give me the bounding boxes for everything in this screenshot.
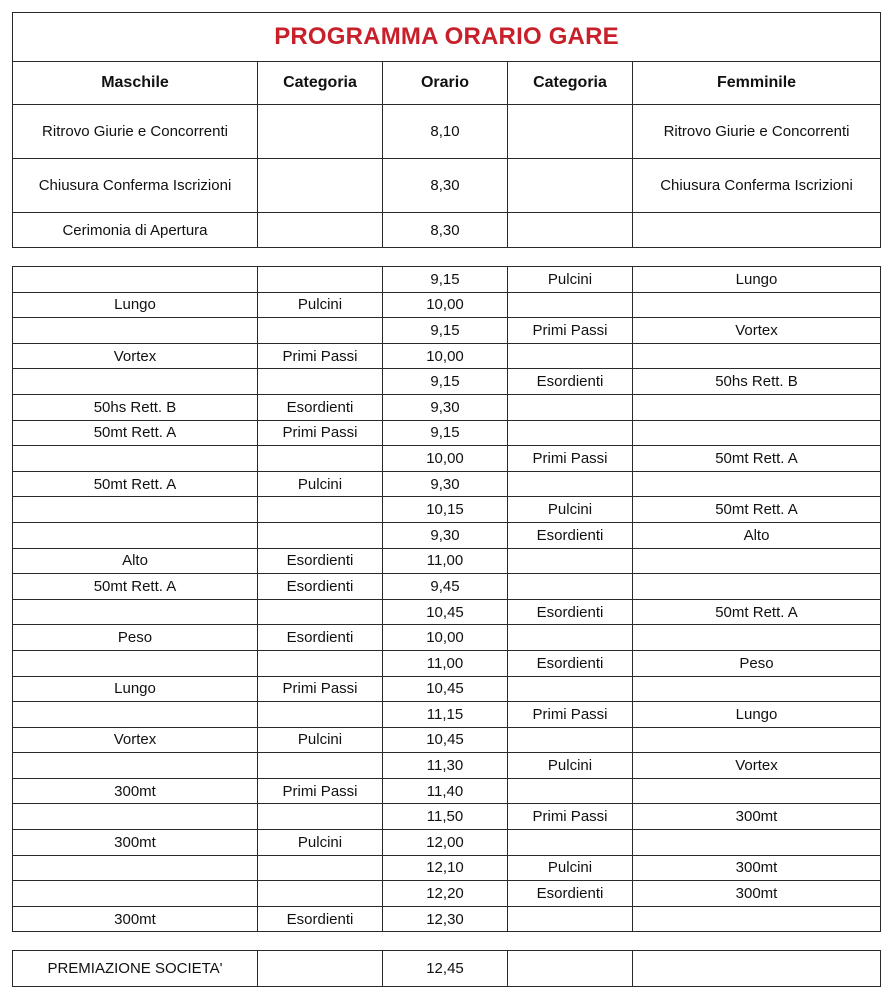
table-row bbox=[13, 497, 881, 523]
orario-cell: 11,00 bbox=[383, 548, 508, 574]
categoria-f-cell bbox=[508, 471, 633, 497]
femminile-cell bbox=[633, 727, 881, 753]
orario-cell: 12,10 bbox=[383, 855, 508, 881]
femminile-cell bbox=[633, 394, 881, 420]
categoria-m-cell bbox=[258, 105, 383, 159]
orario-cell: 9,30 bbox=[383, 471, 508, 497]
orario-cell: 9,45 bbox=[383, 574, 508, 600]
femminile-cell: 300mt bbox=[633, 804, 881, 830]
femminile-cell: Peso bbox=[633, 650, 881, 676]
orario-cell: 12,20 bbox=[383, 881, 508, 907]
categoria-f-cell: Esordienti bbox=[508, 881, 633, 907]
categoria-f-cell: Primi Passi bbox=[508, 446, 633, 472]
maschile-cell bbox=[13, 599, 258, 625]
orario-cell: 11,30 bbox=[383, 753, 508, 779]
maschile-cell: Ritrovo Giurie e Concorrenti bbox=[13, 105, 258, 159]
table-row bbox=[13, 906, 881, 932]
header-maschile: Maschile bbox=[13, 62, 258, 105]
table-row bbox=[13, 292, 881, 318]
categoria-m-cell bbox=[258, 159, 383, 213]
maschile-cell: Vortex bbox=[13, 727, 258, 753]
opening-row bbox=[13, 105, 881, 159]
maschile-cell bbox=[13, 369, 258, 395]
orario-cell: 11,40 bbox=[383, 778, 508, 804]
orario-cell: 8,30 bbox=[383, 159, 508, 213]
categoria-f-cell bbox=[508, 105, 633, 159]
categoria-f-cell bbox=[508, 159, 633, 213]
maschile-cell bbox=[13, 267, 258, 293]
orario-cell: 10,00 bbox=[383, 292, 508, 318]
orario-cell: 9,15 bbox=[383, 420, 508, 446]
categoria-m-cell: Primi Passi bbox=[258, 676, 383, 702]
categoria-m-cell: Esordienti bbox=[258, 548, 383, 574]
maschile-cell bbox=[13, 753, 258, 779]
orario-cell: 9,15 bbox=[383, 369, 508, 395]
categoria-m-cell bbox=[258, 369, 383, 395]
orario-cell: 8,30 bbox=[383, 213, 508, 248]
awards-row bbox=[13, 951, 881, 987]
categoria-m-cell: Esordienti bbox=[258, 625, 383, 651]
maschile-cell bbox=[13, 318, 258, 344]
maschile-cell bbox=[13, 522, 258, 548]
categoria-m-cell: Primi Passi bbox=[258, 343, 383, 369]
femminile-cell bbox=[633, 676, 881, 702]
categoria-f-cell: Pulcini bbox=[508, 753, 633, 779]
femminile-cell: 50hs Rett. B bbox=[633, 369, 881, 395]
orario-cell: 10,00 bbox=[383, 446, 508, 472]
categoria-m-cell bbox=[258, 522, 383, 548]
femminile-cell: Lungo bbox=[633, 702, 881, 728]
table-row bbox=[13, 574, 881, 600]
femminile-cell bbox=[633, 471, 881, 497]
table-row bbox=[13, 881, 881, 907]
categoria-m-cell bbox=[258, 951, 383, 987]
categoria-m-cell bbox=[258, 804, 383, 830]
femminile-cell bbox=[633, 548, 881, 574]
maschile-cell: 50mt Rett. A bbox=[13, 420, 258, 446]
femminile-cell: Alto bbox=[633, 522, 881, 548]
categoria-f-cell bbox=[508, 343, 633, 369]
categoria-m-cell: Esordienti bbox=[258, 394, 383, 420]
femminile-cell: Chiusura Conferma Iscrizioni bbox=[633, 159, 881, 213]
table-row bbox=[13, 753, 881, 779]
categoria-f-cell bbox=[508, 625, 633, 651]
table-row bbox=[13, 522, 881, 548]
categoria-m-cell bbox=[258, 881, 383, 907]
maschile-cell: 300mt bbox=[13, 830, 258, 856]
categoria-m-cell: Pulcini bbox=[258, 471, 383, 497]
maschile-cell: 50hs Rett. B bbox=[13, 394, 258, 420]
categoria-m-cell bbox=[258, 446, 383, 472]
orario-cell: 12,00 bbox=[383, 830, 508, 856]
categoria-f-cell bbox=[508, 676, 633, 702]
categoria-m-cell: Pulcini bbox=[258, 292, 383, 318]
femminile-cell bbox=[633, 778, 881, 804]
categoria-m-cell: Esordienti bbox=[258, 574, 383, 600]
table-row bbox=[13, 702, 881, 728]
maschile-cell bbox=[13, 804, 258, 830]
categoria-f-cell bbox=[508, 830, 633, 856]
categoria-m-cell bbox=[258, 855, 383, 881]
categoria-m-cell: Primi Passi bbox=[258, 778, 383, 804]
maschile-cell bbox=[13, 446, 258, 472]
orario-cell: 8,10 bbox=[383, 105, 508, 159]
awards-table bbox=[12, 950, 881, 987]
orario-cell: 12,30 bbox=[383, 906, 508, 932]
femminile-cell bbox=[633, 292, 881, 318]
categoria-m-cell bbox=[258, 267, 383, 293]
page-title: PROGRAMMA ORARIO GARE bbox=[13, 13, 881, 62]
categoria-f-cell bbox=[508, 213, 633, 248]
categoria-f-cell: Pulcini bbox=[508, 497, 633, 523]
maschile-cell bbox=[13, 497, 258, 523]
categoria-f-cell bbox=[508, 548, 633, 574]
table-row bbox=[13, 676, 881, 702]
femminile-cell: 300mt bbox=[633, 881, 881, 907]
orario-cell: 11,00 bbox=[383, 650, 508, 676]
table-row bbox=[13, 804, 881, 830]
femminile-cell: Vortex bbox=[633, 753, 881, 779]
femminile-cell bbox=[633, 951, 881, 987]
categoria-f-cell: Esordienti bbox=[508, 369, 633, 395]
categoria-m-cell bbox=[258, 650, 383, 676]
maschile-cell bbox=[13, 881, 258, 907]
opening-row bbox=[13, 159, 881, 213]
table-row bbox=[13, 318, 881, 344]
femminile-cell: 50mt Rett. A bbox=[633, 497, 881, 523]
categoria-m-cell: Pulcini bbox=[258, 727, 383, 753]
categoria-m-cell bbox=[258, 213, 383, 248]
maschile-cell: Peso bbox=[13, 625, 258, 651]
categoria-f-cell bbox=[508, 906, 633, 932]
femminile-cell bbox=[633, 420, 881, 446]
header-categoria-m: Categoria bbox=[258, 62, 383, 105]
orario-cell: 10,00 bbox=[383, 625, 508, 651]
orario-cell: 12,45 bbox=[383, 951, 508, 987]
categoria-f-cell bbox=[508, 420, 633, 446]
orario-cell: 10,00 bbox=[383, 343, 508, 369]
table-row bbox=[13, 830, 881, 856]
maschile-cell bbox=[13, 650, 258, 676]
maschile-cell: PREMIAZIONE SOCIETA' bbox=[13, 951, 258, 987]
table-row bbox=[13, 727, 881, 753]
table-row bbox=[13, 369, 881, 395]
header-femminile: Femminile bbox=[633, 62, 881, 105]
table-row bbox=[13, 778, 881, 804]
categoria-f-cell: Pulcini bbox=[508, 855, 633, 881]
femminile-cell: Lungo bbox=[633, 267, 881, 293]
table-row bbox=[13, 471, 881, 497]
orario-cell: 9,30 bbox=[383, 394, 508, 420]
maschile-cell: 50mt Rett. A bbox=[13, 574, 258, 600]
femminile-cell bbox=[633, 343, 881, 369]
categoria-f-cell: Esordienti bbox=[508, 650, 633, 676]
table-row bbox=[13, 394, 881, 420]
header-table bbox=[12, 12, 881, 248]
femminile-cell: Ritrovo Giurie e Concorrenti bbox=[633, 105, 881, 159]
categoria-f-cell bbox=[508, 574, 633, 600]
femminile-cell: 50mt Rett. A bbox=[633, 446, 881, 472]
maschile-cell: Cerimonia di Apertura bbox=[13, 213, 258, 248]
table-row bbox=[13, 650, 881, 676]
femminile-cell bbox=[633, 625, 881, 651]
categoria-m-cell: Primi Passi bbox=[258, 420, 383, 446]
femminile-cell bbox=[633, 213, 881, 248]
femminile-cell bbox=[633, 906, 881, 932]
categoria-f-cell bbox=[508, 727, 633, 753]
orario-cell: 10,15 bbox=[383, 497, 508, 523]
table-row bbox=[13, 548, 881, 574]
categoria-f-cell: Primi Passi bbox=[508, 804, 633, 830]
femminile-cell bbox=[633, 574, 881, 600]
categoria-f-cell: Esordienti bbox=[508, 522, 633, 548]
femminile-cell: 50mt Rett. A bbox=[633, 599, 881, 625]
title-row bbox=[13, 13, 881, 62]
header-categoria-f: Categoria bbox=[508, 62, 633, 105]
maschile-cell: 50mt Rett. A bbox=[13, 471, 258, 497]
orario-cell: 11,15 bbox=[383, 702, 508, 728]
categoria-f-cell: Esordienti bbox=[508, 599, 633, 625]
categoria-f-cell bbox=[508, 394, 633, 420]
femminile-cell: 300mt bbox=[633, 855, 881, 881]
table-row bbox=[13, 420, 881, 446]
categoria-m-cell bbox=[258, 318, 383, 344]
orario-cell: 10,45 bbox=[383, 676, 508, 702]
orario-cell: 10,45 bbox=[383, 727, 508, 753]
categoria-m-cell: Esordienti bbox=[258, 906, 383, 932]
schedule-table bbox=[12, 266, 881, 932]
femminile-cell: Vortex bbox=[633, 318, 881, 344]
categoria-m-cell bbox=[258, 497, 383, 523]
maschile-cell: Lungo bbox=[13, 292, 258, 318]
maschile-cell bbox=[13, 855, 258, 881]
opening-row bbox=[13, 213, 881, 248]
femminile-cell bbox=[633, 830, 881, 856]
table-row bbox=[13, 855, 881, 881]
orario-cell: 11,50 bbox=[383, 804, 508, 830]
categoria-f-cell bbox=[508, 292, 633, 318]
header-orario: Orario bbox=[383, 62, 508, 105]
orario-cell: 10,45 bbox=[383, 599, 508, 625]
categoria-m-cell bbox=[258, 599, 383, 625]
categoria-f-cell bbox=[508, 778, 633, 804]
categoria-f-cell: Pulcini bbox=[508, 267, 633, 293]
orario-cell: 9,15 bbox=[383, 267, 508, 293]
orario-cell: 9,30 bbox=[383, 522, 508, 548]
table-row bbox=[13, 625, 881, 651]
maschile-cell: Lungo bbox=[13, 676, 258, 702]
categoria-m-cell bbox=[258, 702, 383, 728]
table-row bbox=[13, 446, 881, 472]
categoria-f-cell: Primi Passi bbox=[508, 318, 633, 344]
maschile-cell: 300mt bbox=[13, 778, 258, 804]
maschile-cell bbox=[13, 702, 258, 728]
table-row bbox=[13, 599, 881, 625]
categoria-f-cell bbox=[508, 951, 633, 987]
categoria-m-cell: Pulcini bbox=[258, 830, 383, 856]
maschile-cell: 300mt bbox=[13, 906, 258, 932]
column-headers-row bbox=[13, 62, 881, 105]
maschile-cell: Vortex bbox=[13, 343, 258, 369]
maschile-cell: Chiusura Conferma Iscrizioni bbox=[13, 159, 258, 213]
orario-cell: 9,15 bbox=[383, 318, 508, 344]
table-row bbox=[13, 267, 881, 293]
maschile-cell: Alto bbox=[13, 548, 258, 574]
categoria-m-cell bbox=[258, 753, 383, 779]
categoria-f-cell: Primi Passi bbox=[508, 702, 633, 728]
table-row bbox=[13, 343, 881, 369]
